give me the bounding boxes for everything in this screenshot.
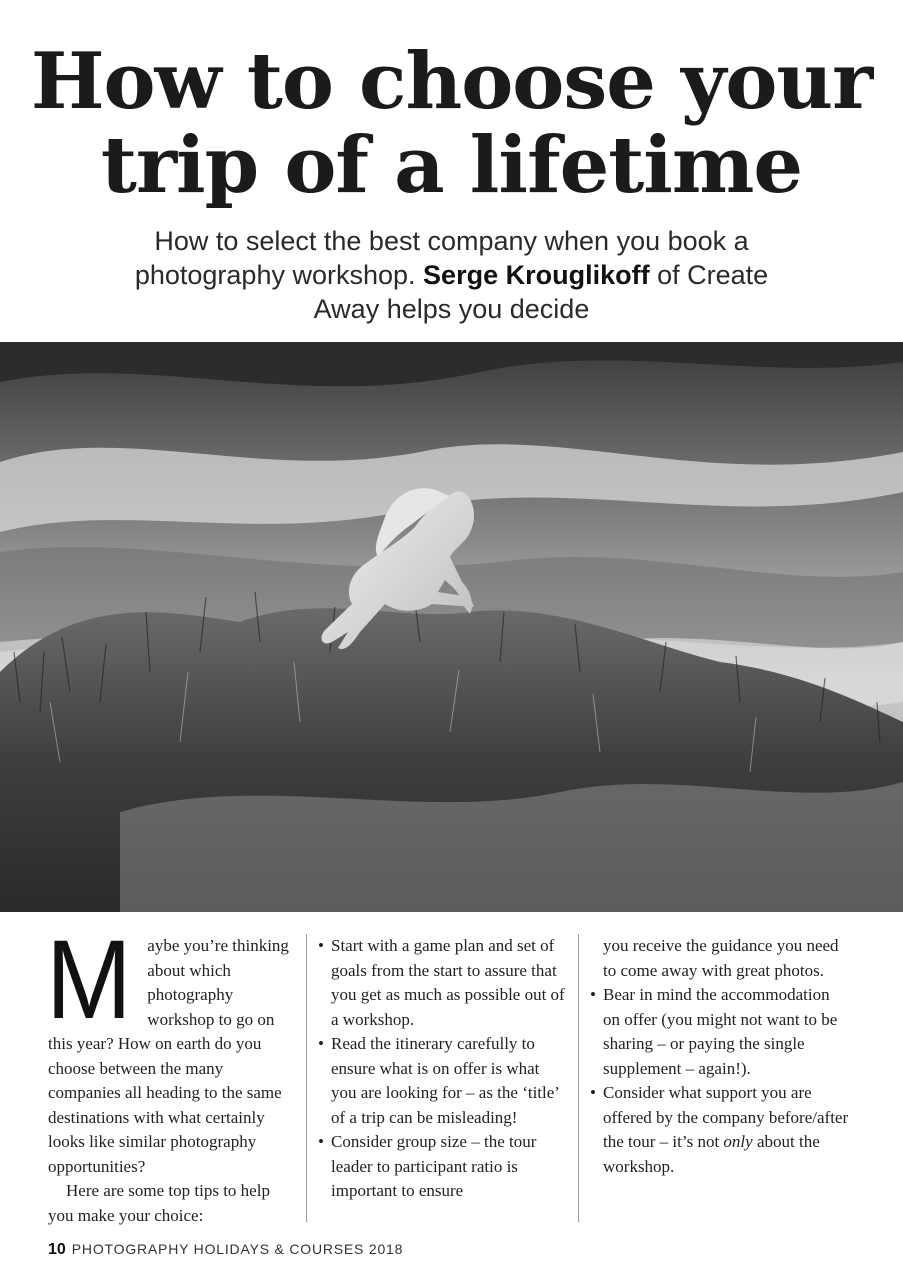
- page-footer: [48, 1241, 403, 1259]
- standfirst: [100, 224, 803, 326]
- publication-name: PHOTOGRAPHY HOLIDAYS & COURSES 2018: [71, 1241, 404, 1257]
- tip-group-size-continued: you receive the guidance you need to come away with great photos.: [603, 936, 839, 980]
- tips-list-continued: [590, 983, 850, 1179]
- intro-paragraph: [46, 917, 298, 1179]
- headline-line-1: How to choose your: [30, 36, 873, 127]
- tip-group-size-text: Consider group size – the tour leader to participant ratio is important to ensure: [331, 1132, 537, 1200]
- tip-itinerary: [318, 1032, 568, 1130]
- article-column-2: [318, 934, 568, 1204]
- article-column-1: [46, 917, 298, 1228]
- tip-support-emphasis: only: [723, 1132, 753, 1151]
- tip-group-size: [318, 1130, 568, 1204]
- tip-game-plan: [318, 934, 568, 1032]
- tip-accommodation: [590, 983, 850, 1081]
- bullet-dot: •: [590, 985, 596, 1004]
- tip-game-plan-text: Start with a game plan and set of goals from the start to assure that you get as much as possible out of a workshop.: [331, 936, 565, 1029]
- author-name: Serge Krouglikoff: [423, 260, 650, 290]
- standfirst-outro: of Create Away helps you decide: [313, 260, 769, 324]
- tip-support-end: about the workshop.: [603, 1132, 820, 1176]
- tips-intro: Here are some top tips to help you make your choice:: [48, 1181, 270, 1225]
- hero-photo-horse-dunes: [0, 342, 903, 912]
- bullet-dot: •: [318, 1034, 324, 1053]
- intro-text: aybe you’re thinking about which photography workshop to go on this year? How on earth do you choose between the many companies all heading to the same destinations with what certainly looks like similar photography opportunities?: [48, 936, 289, 1176]
- page-number: 10: [48, 1241, 66, 1258]
- tips-list: [318, 934, 568, 1204]
- tip-support: [590, 1081, 850, 1179]
- tip-accommodation-text: Bear in mind the accommodation on offer (you might not want to be sharing – or paying the single supplement – again!).: [603, 985, 838, 1078]
- headline: [0, 36, 903, 211]
- bullet-dot: •: [318, 936, 324, 955]
- bullet-dot: •: [590, 1083, 596, 1102]
- column-divider-2: [578, 934, 579, 1222]
- column-divider-1: [306, 934, 307, 1222]
- drop-cap: M: [46, 917, 132, 1042]
- standfirst-intro: How to select the best company when you book a photography workshop.: [134, 226, 749, 290]
- tip-support-text: Consider what support you are offered by the company before/after the tour – it’s not: [603, 1083, 849, 1151]
- article-column-3: [590, 934, 850, 1179]
- bullet-dot: •: [318, 1132, 324, 1151]
- tip-itinerary-text: Read the itinerary carefully to ensure what is on offer is what you are looking for – as the ‘title’ of a trip can be misleading!: [331, 1034, 559, 1127]
- headline-line-2: trip of a lifetime: [100, 120, 803, 211]
